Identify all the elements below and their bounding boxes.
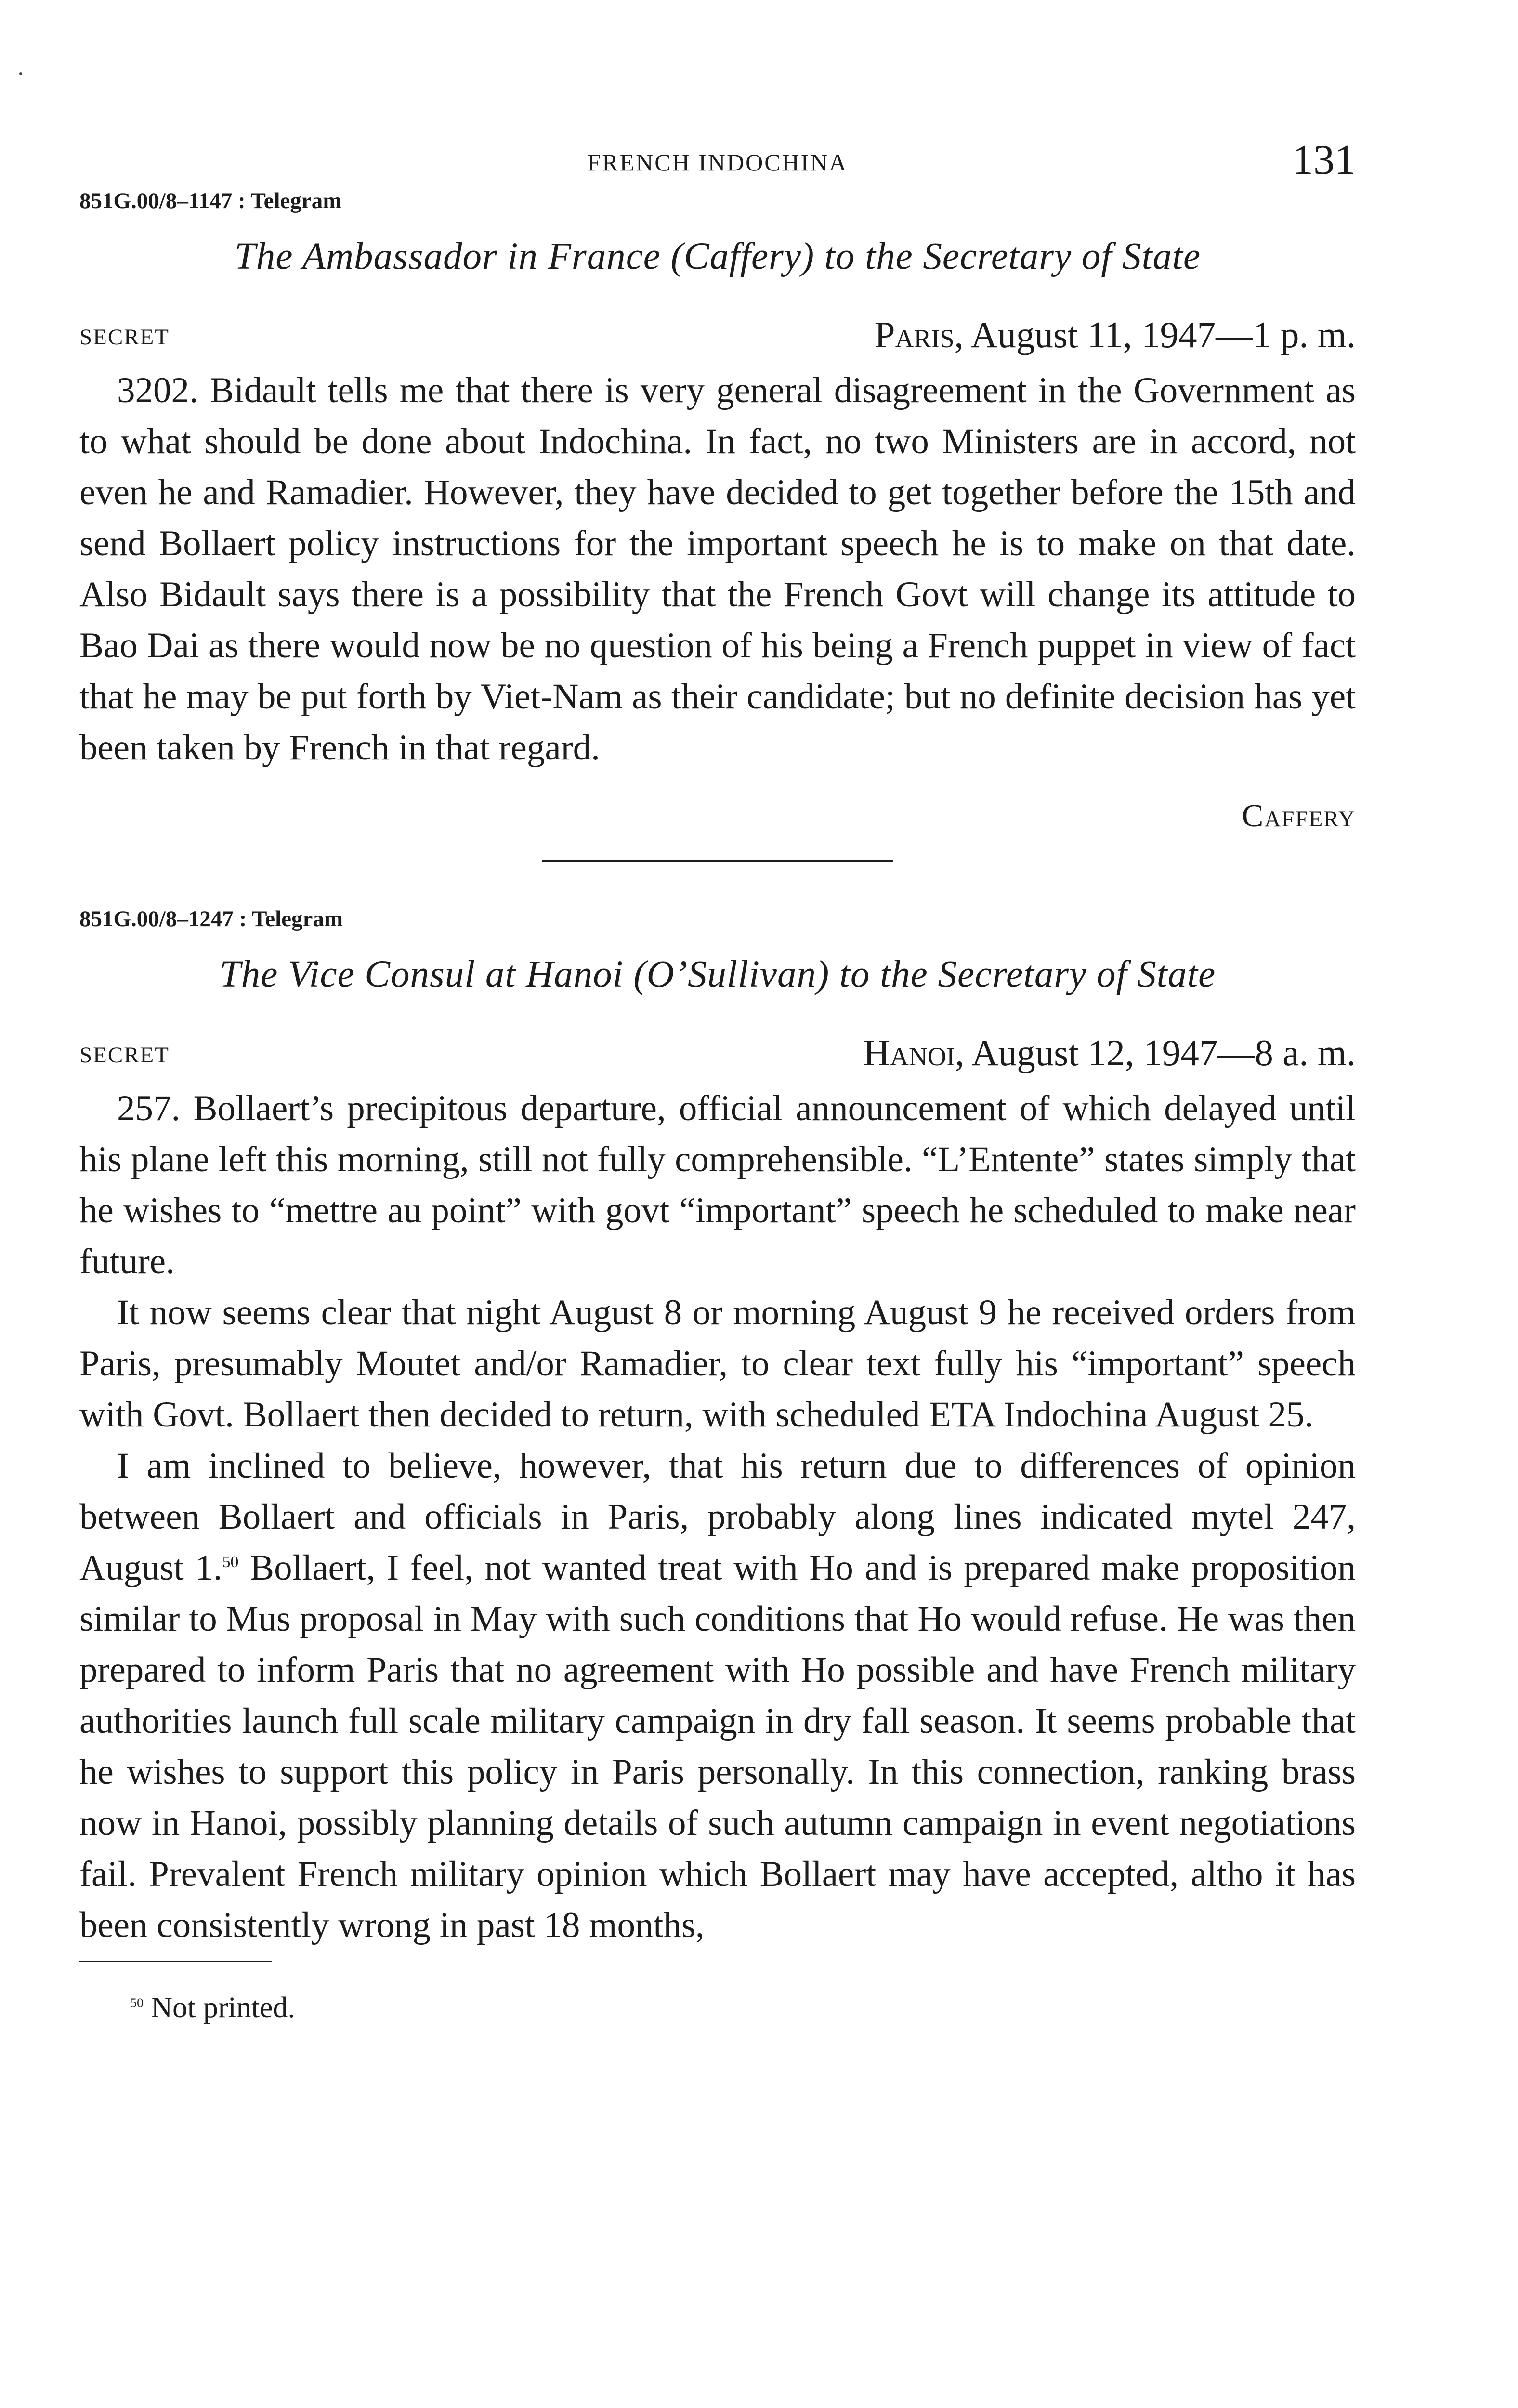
document-heading: The Vice Consul at Hanoi (O’Sullivan) to the Secretary of State (219, 953, 1216, 995)
place: Hanoi (863, 1032, 955, 1073)
signature: Caffery (1242, 798, 1356, 834)
place-date (863, 1032, 1356, 1074)
paragraph-text: I am inclined to believe, however, that his return due to differences of opinion between Bollaert and officials in Paris, probably along lines indicated mytel 247, August 1. (79, 1445, 1356, 1588)
footnote-reference: 50 (222, 1553, 239, 1571)
page-number: 131 (1292, 137, 1356, 183)
running-title: FRENCH INDOCHINA (587, 149, 848, 176)
paragraph-text-continued: Bollaert, I feel, not wanted treat with Ho and is prepared make proposition similar to Mus proposal in May with such conditions that Ho would refuse. He was then prepared to inform Paris that no agreement with Ho possible and have French military authorities launch full scale military campaign in dry fall season. It seems probable that he wishes to support this policy in Paris personally. In this connection, ranking brass now in Hanoi, possibly planning details of such autumn campaign in event negotiations fail. Prevalent French military opinion which Bollaert may have accepted, altho it has been consistently wrong in past 18 months, (79, 1547, 1356, 1945)
classification: SECRET (79, 1042, 170, 1068)
dateline (79, 314, 1356, 365)
classification: SECRET (79, 324, 170, 350)
document-heading: The Ambassador in France (Caffery) to the Secretary of State (234, 236, 1201, 277)
file-reference: 851G.00/8–1147 : Telegram (79, 188, 342, 213)
footnote (79, 1991, 1356, 2025)
paragraph: 3202. Bidault tells me that there is very general disagreement in the Government as to what should be done about Indochina. In fact, no two Ministers are in accord, not even he and Ramadier. However, they have decided to get together before the 15th and send Bollaert policy instructions for the important speech he is to make on that date. Also Bidault says there is a possibility that the French Govt will change its attitude to Bao Dai as there would now be no question of his being a French puppet in view of fact that he may be put forth by Viet-Nam as their candidate; but no definite decision has yet been taken by French in that regard. (79, 370, 1356, 768)
document-page (79, 137, 1356, 2025)
telegram-caffery (79, 188, 1356, 835)
running-head (79, 137, 1356, 188)
paragraph: It now seems clear that night August 8 or morning August 9 he received orders from Paris, presumably Moutet and/or Ramadier, to clear text fully his “important” speech with Govt. Bollaert then decided to return, with scheduled ETA Indochina August 25. (79, 1292, 1356, 1435)
telegram-osullivan (79, 906, 1356, 1951)
place: Paris (874, 314, 955, 355)
date: , August 11, 1947—1 p. m. (954, 314, 1356, 355)
paragraph: 257. Bollaert’s precipitous departure, official announcement of which delayed until his plane left this morning, still not fully comprehensible. “L’Entente” states simply that he wishes to “mettre au point” with govt “important” speech he scheduled to make near future. (79, 1088, 1356, 1282)
file-reference: 851G.00/8–1247 : Telegram (79, 906, 343, 931)
section-divider (542, 860, 893, 862)
footnote-divider (79, 1961, 272, 1962)
dateline (79, 1032, 1356, 1083)
paragraph (79, 1440, 1356, 1951)
place-date (875, 314, 1356, 356)
date: , August 12, 1947—8 a. m. (955, 1032, 1356, 1073)
footnote-marker: 50 (130, 1995, 144, 2010)
page-speck (19, 72, 22, 75)
footnote-text: Not printed. (151, 1991, 296, 2024)
